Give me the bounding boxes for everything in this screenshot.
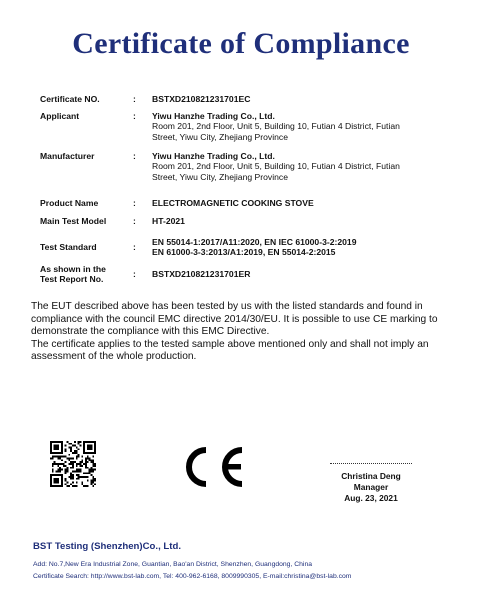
manufacturer-label: Manufacturer — [40, 151, 95, 161]
footer-contact: Certificate Search: http://www.bst-lab.com, Tel: 400-962-6168, 8009990305, E-mail:christina@bst-lab.com — [33, 573, 352, 580]
footer — [33, 541, 473, 582]
colon: : — [133, 242, 136, 252]
signatory-title: Manager — [353, 481, 389, 492]
test-report-no-label-line-1: As shown in the — [40, 264, 106, 274]
test-standard-line-2: EN 61000-3-3:2013/A1:2019, EN 55014-2:2015 — [152, 247, 336, 258]
applicant-address-line-1: Room 201, 2nd Floor, Unit 5, Building 10, Futian 4 District, Futian — [152, 121, 400, 132]
test-report-no-value: BSTXD210821231701ER — [152, 269, 251, 279]
signature-line — [330, 463, 412, 464]
applicant-name: Yiwu Hanzhe Trading Co., Ltd. — [152, 111, 275, 121]
certificate-no-label: Certificate NO. — [40, 94, 100, 104]
colon: : — [133, 111, 136, 121]
ce-mark-icon — [178, 446, 246, 488]
colon: : — [133, 269, 136, 279]
certificate-title: Certificate of Compliance — [72, 27, 410, 60]
test-standard-label: Test Standard — [40, 242, 97, 252]
signature-date: Aug. 23, 2021 — [344, 492, 398, 503]
signature-block — [330, 463, 412, 503]
main-test-model-label: Main Test Model — [40, 216, 107, 226]
test-report-no-label — [40, 264, 130, 285]
certificate-no-value: BSTXD210821231701EC — [152, 94, 251, 104]
manufacturer-value — [152, 151, 452, 182]
applicant-value — [152, 111, 452, 142]
footer-company: BST Testing (Shenzhen)Co., Ltd. — [33, 541, 181, 552]
applicant-label: Applicant — [40, 111, 80, 121]
colon: : — [133, 198, 136, 208]
applicant-address-line-2: Street, Yiwu City, Zhejiang Province — [152, 131, 288, 142]
manufacturer-address-line-2: Street, Yiwu City, Zhejiang Province — [152, 171, 288, 182]
product-name-label: Product Name — [40, 198, 99, 208]
main-test-model-value: HT-2021 — [152, 216, 185, 226]
manufacturer-address-line-1: Room 201, 2nd Floor, Unit 5, Building 10, Futian 4 District, Futian — [152, 161, 400, 172]
qr-code-icon — [50, 441, 96, 487]
colon: : — [133, 151, 136, 161]
test-report-no-label-line-2: Test Report No. — [40, 274, 104, 285]
colon: : — [133, 94, 136, 104]
product-name-value: ELECTROMAGNETIC COOKING STOVE — [152, 198, 314, 208]
signatory-name: Christina Deng — [341, 471, 401, 481]
colon: : — [133, 216, 136, 226]
test-standard-value — [152, 237, 452, 258]
footer-address: Add: No.7,New Era Industrial Zone, Guantian, Bao'an District, Shenzhen, Guangdong, China — [33, 561, 313, 568]
compliance-statement — [31, 301, 456, 364]
statement-paragraph-1: The EUT described above has been tested by us with the listed standards and found in compliance with the council EMC directive 2014/30/EU. It is possible to use CE marking to demonstrate the compliance with this EMC Directive. — [31, 301, 438, 338]
test-standard-line-1: EN 55014-1:2017/A11:2020, EN IEC 61000-3-2:2019 — [152, 237, 357, 247]
statement-paragraph-2: The certificate applies to the tested sample above mentioned only and shall not imply an assessment of the whole production. — [31, 338, 429, 363]
manufacturer-name: Yiwu Hanzhe Trading Co., Ltd. — [152, 151, 275, 161]
